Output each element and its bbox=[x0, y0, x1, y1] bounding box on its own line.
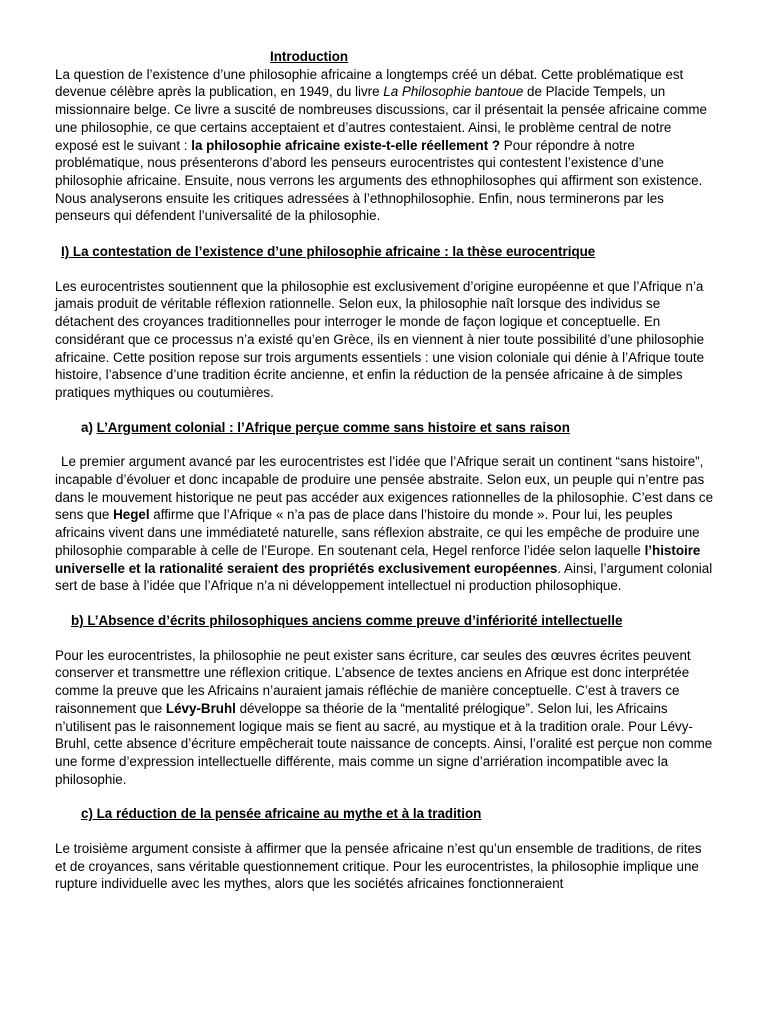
subsection-a-heading bbox=[81, 419, 715, 437]
subsection-a-prefix: a) bbox=[81, 419, 97, 435]
document-page bbox=[55, 48, 715, 893]
subsection-c-heading: c) La réduction de la pensée africaine au mythe et à la tradition bbox=[81, 806, 482, 822]
subsection-a-text-2: affirme que l’Afrique « n’a pas de place dans l’histoire du monde ». Pour lui, les peuples africains vivent dans une immédiateté naturelle, sans réflexion abstraite, ce qui les empêche de produire une philosophie comparable à celle de l’Europe. En soutenant cela, Hegel renforce l’idée selon laquelle bbox=[55, 507, 700, 558]
introduction-title: Introduction bbox=[270, 49, 349, 64]
levy-bruhl-name: Lévy-Bruhl bbox=[165, 700, 236, 716]
subsection-a-title: L’Argument colonial : l’Afrique perçue comme sans histoire et sans raison bbox=[96, 419, 570, 435]
section-1-paragraph: Les eurocentristes soutiennent que la philosophie est exclusivement d’origine européenne et que l’Afrique n’a jamais produit de véritable réflexion rationnelle. Selon eux, la philosophie naît lorsque des individus se détachent des croyances traditionnelles pour interroger le monde de façon logique et conceptuelle. En considérant que ce processus n’a existé qu’en Grèce, ils en viennent à nier toute possibilité d’une philosophie africaine. Cette position repose sur trois arguments essentiels : une vision coloniale qui dénie à l’Afrique toute histoire, l’absence d’une tradition écrite ancienne, et enfin la réduction de la pensée africaine à de simples pratiques mythiques ou coutumières. bbox=[55, 278, 705, 400]
subsection-b-heading: b) L’Absence d’écrits philosophiques anciens comme preuve d’infériorité intellectuelle bbox=[71, 612, 623, 628]
subsection-b-paragraph bbox=[55, 647, 715, 789]
subsection-a-paragraph bbox=[55, 453, 715, 595]
problem-question: la philosophie africaine existe-t-elle réellement ? bbox=[191, 137, 501, 153]
hegel-name: Hegel bbox=[113, 507, 150, 523]
intro-text-3: Pour répondre à notre problématique, nous présenterons d’abord les penseurs eurocentristes qui contestent l’existence d’une philosophie africaine. Ensuite, nous verrons les arguments des ethnophilosophes qui affirment son existence. Nous analyserons ensuite les critiques adressées à l’ethnophilosophie. Enfin, nous terminerons par les penseurs qui défendent l’universalité de la philosophie. bbox=[55, 137, 703, 224]
subsection-a-text-1: Le premier argument avancé par les eurocentristes est l’idée que l’Afrique serait un continent “sans histoire”, incapable d’évoluer et donc incapable de produire une pensée abstraite. Selon eux, un peuple qui n’entre pas dans le mouvement historique ne peut pas accéder aux exigences rationnelles de la philosophie. C’est dans ce sens que bbox=[55, 454, 714, 523]
section-1-heading: I) La contestation de l’existence d’une philosophie africaine : la thèse eurocentrique bbox=[61, 244, 596, 260]
intro-text-2: de Placide Tempels, un missionnaire belge. Ce livre a suscité de nombreuses discussions, car il présentait la pensée africaine comme une philosophie, ce que certains acceptaient et d’autres contestaient. Ainsi, le problème central de notre exposé est le suivant : bbox=[55, 84, 707, 153]
bold-claim: l’histoire universelle et la rationalité seraient des propriétés exclusivement européennes bbox=[55, 542, 701, 576]
introduction-paragraph bbox=[55, 66, 715, 225]
subsection-c-paragraph: Le troisième argument consiste à affirmer que la pensée africaine n’est qu’un ensemble de traditions, de rites et de croyances, sans véritable questionnement critique. Pour les eurocentristes, la philosophie implique une rupture individuelle avec les mythes, alors que les sociétés africaines fonctionneraient bbox=[55, 841, 702, 892]
book-title: La Philosophie bantoue bbox=[383, 84, 524, 100]
intro-text-1: La question de l’existence d’une philosophie africaine a longtemps créé un débat. Cette problématique est devenue célèbre après la publication, en 1949, du livre bbox=[55, 66, 684, 100]
subsection-a-text-3: . Ainsi, l’argument colonial sert de base à l’idée que l’Afrique n’a ni développement intellectuel ni production philosophique. bbox=[55, 560, 713, 594]
subsection-b-text-2: développe sa théorie de la “mentalité prélogique”. Selon lui, les Africains n’utilisent pas le raisonnement logique mais se fient au sacré, au mystique et à la tradition orale. Pour Lévy-Bruhl, cette absence d’écriture empêcherait toute naissance de concepts. Ainsi, l’oralité est perçue non comme une forme d’expression intellectuelle différente, mais comme un signe d’arriération incompatible avec la philosophie. bbox=[55, 700, 713, 787]
subsection-b-text-1: Pour les eurocentristes, la philosophie ne peut exister sans écriture, car seules des œuvres écrites peuvent conserver et transmettre une réflexion critique. L’absence de textes anciens en Afrique est donc interprétée comme la preuve que les Africains n’auraient jamais réfléchie de manière conceptuelle. C’est à travers ce raisonnement que bbox=[55, 647, 691, 716]
